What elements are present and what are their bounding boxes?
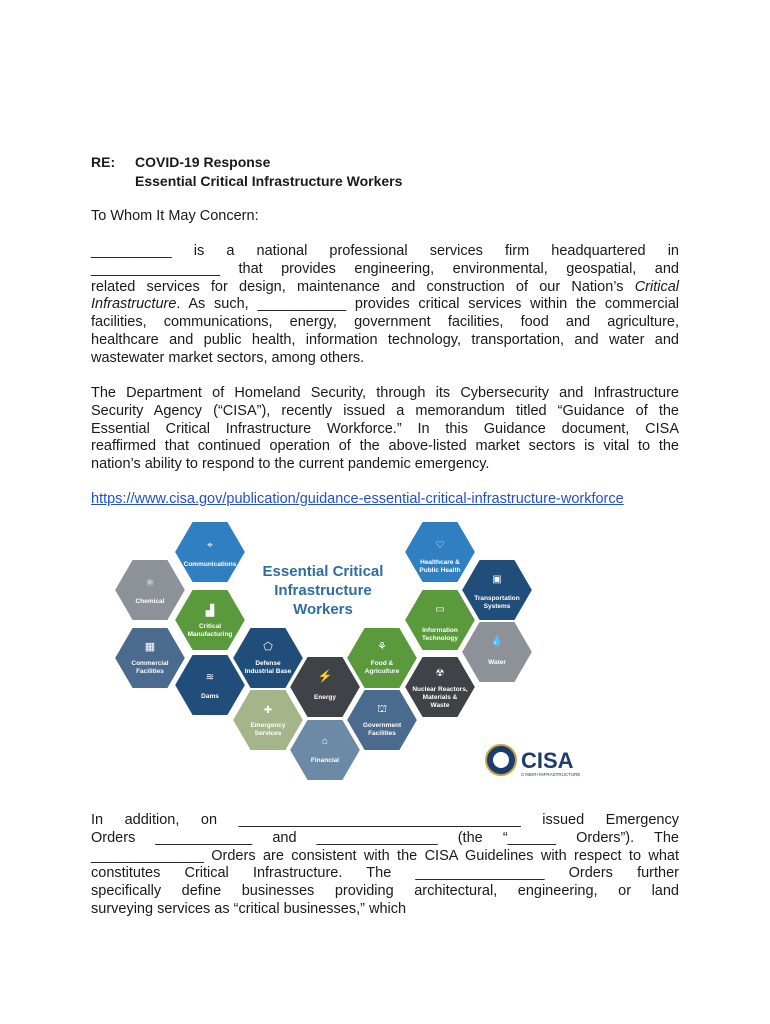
re-line-2: Essential Critical Infrastructure Workers (135, 173, 403, 189)
paragraph-2-line: nation’s ability to respond to the current pandemic emergency. (91, 456, 490, 473)
sector-label: Waste (430, 702, 450, 709)
sector-label: Technology (422, 635, 458, 642)
paragraph-1-line (91, 296, 679, 314)
paragraph-1-line (91, 279, 679, 297)
sector-label: Water (488, 659, 506, 666)
paragraph-3-line: In addition, on ___________________________________ issued Emergency (91, 812, 679, 828)
power-tower-icon: ⚡ (317, 669, 333, 683)
paragraph-1-line: ________________ that provides engineering, environmental, geospatial, and (91, 260, 679, 277)
paragraph-2 (91, 385, 679, 474)
pentagon-icon: ⬠ (263, 641, 273, 653)
paragraph-1-line: __________ is a national professional services firm headquartered in (91, 243, 679, 259)
sector-label: Agriculture (364, 668, 400, 675)
re-label: RE: (91, 154, 116, 170)
sector-label: Systems (483, 603, 511, 610)
cisa-logo-text: CISA (521, 748, 574, 773)
paragraph-1-line: wastewater market sectors, among others. (91, 349, 365, 366)
hex-commercial-facilities (114, 627, 186, 689)
sector-label: Manufacturing (187, 631, 233, 638)
paragraph-1 (91, 243, 679, 368)
sector-label: Public Health (419, 567, 461, 574)
sector-label: Energy (313, 694, 337, 701)
re-line-1: COVID-19 Response (135, 154, 271, 170)
sector-label: Information (422, 627, 458, 634)
paragraph-1-line: facilities, communications, energy, government facilities, food and agriculture, (91, 314, 679, 331)
sector-label: Materials & (422, 694, 458, 701)
salutation: To Whom It May Concern: (91, 208, 259, 224)
sector-label: Chemical (135, 598, 165, 605)
water-drop-icon: 💧 (490, 636, 504, 647)
heart-icon: ♡ (435, 540, 445, 551)
sector-label: Facilities (136, 668, 164, 675)
sector-label: Communications (183, 561, 237, 568)
sector-label: Services (254, 730, 282, 737)
sector-label: Facilities (368, 730, 396, 737)
cisa-guidance-link[interactable]: https://www.cisa.gov/publication/guidance-essential-critical-infrastructure-workforce (91, 491, 624, 507)
paragraph-1-line-3-text: related services for design, maintenance and construction of our Nation’s Critical (91, 278, 679, 295)
radiation-icon: ☢ (435, 668, 445, 679)
paragraph-3-line: constitutes Critical Infrastructure. The ________________ Orders further (91, 865, 679, 882)
building-icon: ▦ (144, 641, 156, 653)
essential-workers-infographic (105, 520, 645, 785)
train-icon: ▣ (492, 574, 502, 585)
ambulance-icon: ✚ (263, 705, 273, 716)
laptop-icon: ▭ (435, 604, 445, 615)
paragraph-2-line: reaffirmed that continued operation of the above-listed market sectors is vital to the (91, 438, 679, 455)
sector-label: Defense (255, 660, 281, 667)
paragraph-3-line: Orders ____________ and _______________ (the “______ Orders”). The (91, 829, 679, 846)
sector-label: Financial (310, 757, 340, 764)
infographic-title-line-2: Infrastructure (274, 582, 372, 599)
paragraph-2-line: Security Agency (“CISA”), recently issued a memorandum titled “Guidance of the (91, 402, 679, 419)
hex-communications (174, 521, 246, 583)
paragraph-1-line-4-text: Infrastructure. As such, ___________ provides critical services within the commercial (91, 296, 679, 313)
sector-label: Critical (198, 623, 222, 630)
hex-water (461, 621, 533, 683)
paragraph-2-line: The Department of Homeland Security, through its Cybersecurity and Infrastructure (91, 385, 679, 401)
hex-chemical (114, 559, 186, 621)
sector-label: Government (362, 722, 402, 729)
wheat-icon: ⚘ (377, 641, 387, 653)
re-subject-block (91, 153, 402, 191)
antenna-icon: ⌖ (207, 540, 213, 551)
paragraph-3-line: ______________ Orders are consistent with the CISA Guidelines with respect to what (91, 847, 679, 864)
paragraph-3 (91, 812, 679, 919)
sector-label: Dams (201, 693, 219, 700)
sector-label: Commercial (131, 660, 169, 667)
infographic-title-line-3: Workers (293, 601, 353, 618)
sector-label: Emergency (250, 722, 286, 729)
infographic-title-line-1: Essential Critical (262, 563, 384, 580)
paragraph-3-line: surveying services as “critical businesses,” which (91, 900, 407, 917)
paragraph-2-line: Essential Critical Infrastructure Workforce.” In this Guidance document, CISA (91, 420, 679, 437)
cisa-logo-subtext: CYBER+INFRASTRUCTURE (521, 772, 581, 777)
sector-label: Transportation (474, 595, 520, 602)
hex-healthcare (404, 521, 476, 583)
cisa-logo (486, 745, 580, 777)
sector-label: Nuclear Reactors, (412, 686, 468, 693)
seal-center (493, 752, 509, 768)
molecule-icon: ⚛ (145, 578, 155, 589)
hex-critical-manufacturing (174, 589, 246, 651)
sector-label: Healthcare & (420, 559, 460, 566)
capitol-icon: ⛫ (376, 703, 388, 715)
paragraph-1-line: healthcare and public health, information technology, transportation, and water and (91, 331, 679, 348)
sector-label: Industrial Base (244, 668, 292, 675)
dam-icon: ≋ (205, 672, 215, 683)
sector-label: Food & (370, 660, 394, 667)
factory-icon: ▟ (205, 605, 215, 617)
paragraph-3-line: specifically define businesses providing architectural, engineering, or land (91, 883, 679, 900)
bank-icon: ⌂ (321, 736, 329, 747)
